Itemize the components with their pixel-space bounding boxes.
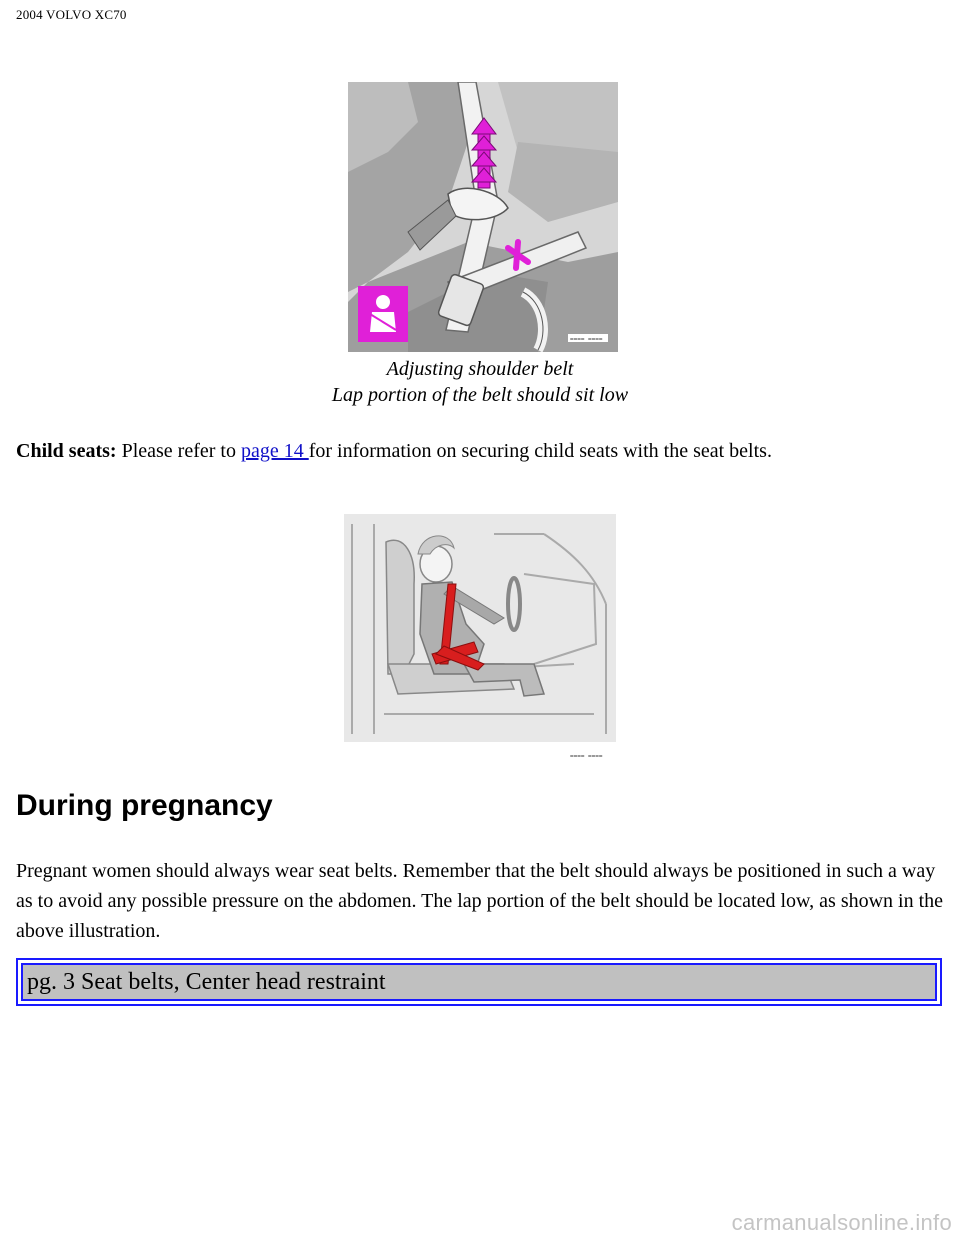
- page-nav-box[interactable]: [16, 958, 942, 1006]
- svg-text:==== ====: ==== ====: [570, 753, 603, 760]
- child-seats-text-after: for information on securing child seats with the seat belts.: [308, 440, 772, 462]
- shoulder-belt-illustration: [348, 82, 618, 352]
- child-seats-text-before: Please refer to: [116, 440, 241, 462]
- svg-text:==== ====: ==== ====: [570, 336, 603, 343]
- document-title: 2004 VOLVO XC70: [16, 7, 127, 22]
- pregnancy-paragraph: Pregnant women should always wear seat belts. Remember that the belt should always be positioned in such a way as to avoid any possible pressure on the abdomen. The lap portion of the belt should be located low, as shown in the above illustration.: [16, 860, 944, 942]
- section-heading: During pregnancy: [16, 789, 273, 822]
- child-seats-label: Child seats:: [16, 440, 117, 462]
- pregnant-driver-illustration: [344, 514, 616, 764]
- figure1-caption-line1: Adjusting shoulder belt: [386, 358, 574, 380]
- child-seats-paragraph: [16, 440, 772, 463]
- page-14-link[interactable]: page 14: [240, 440, 309, 462]
- figure1-caption-line2: Lap portion of the belt should sit low: [331, 384, 629, 406]
- watermark: carmanualsonline.info: [731, 1210, 952, 1235]
- page-nav-label[interactable]: pg. 3 Seat belts, Center head restraint: [21, 963, 937, 1001]
